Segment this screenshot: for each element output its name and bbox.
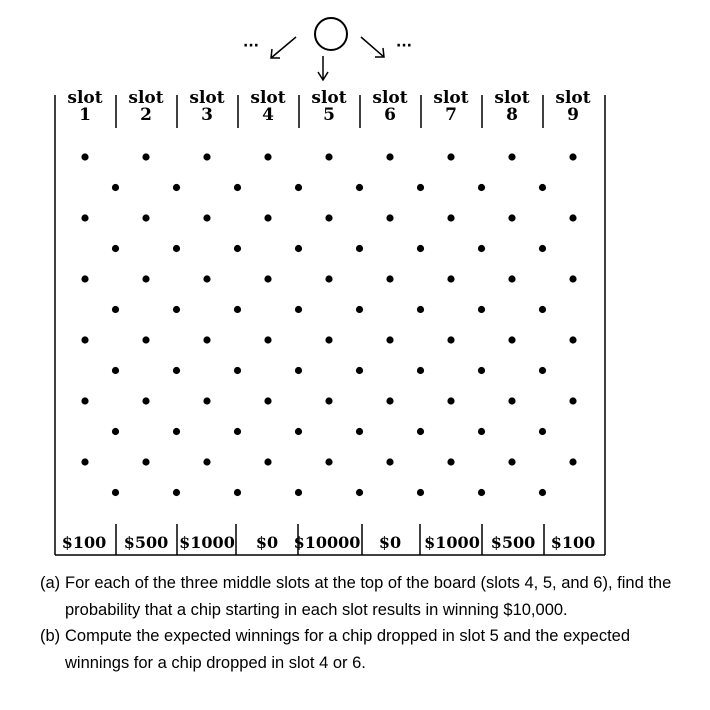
peg: [508, 214, 515, 221]
peg: [234, 245, 241, 252]
prize-label: $0: [378, 533, 402, 552]
peg: [447, 214, 454, 221]
peg: [569, 336, 576, 343]
peg: [478, 489, 485, 496]
peg: [203, 458, 210, 465]
peg: [356, 489, 363, 496]
slot-label-word: slot: [189, 88, 225, 108]
peg: [112, 184, 119, 191]
peg-grid: [81, 153, 576, 496]
peg: [417, 306, 424, 313]
slot-label-word: slot: [555, 88, 591, 108]
peg: [478, 184, 485, 191]
peg: [295, 489, 302, 496]
peg: [386, 458, 393, 465]
slot-label-word: slot: [311, 88, 347, 108]
peg: [356, 184, 363, 191]
peg: [417, 367, 424, 374]
peg: [295, 245, 302, 252]
peg: [356, 306, 363, 313]
slot-label-word: slot: [433, 88, 469, 108]
peg: [142, 214, 149, 221]
peg: [112, 489, 119, 496]
peg: [356, 428, 363, 435]
peg: [569, 275, 576, 282]
peg: [325, 275, 332, 282]
arrow-down-right-icon: [361, 37, 384, 57]
peg: [417, 489, 424, 496]
slot-label-word: slot: [128, 88, 164, 108]
peg: [508, 275, 515, 282]
peg: [173, 184, 180, 191]
peg: [203, 397, 210, 404]
peg: [569, 397, 576, 404]
question-b-letter: (b): [40, 627, 61, 645]
peg: [203, 214, 210, 221]
peg: [142, 458, 149, 465]
prize-label: $100: [61, 533, 107, 552]
question-a: [40, 570, 680, 623]
peg: [447, 153, 454, 160]
peg: [447, 397, 454, 404]
peg: [173, 245, 180, 252]
peg: [81, 275, 88, 282]
prize-label: $1000: [179, 533, 235, 552]
slot-label-number: 3: [201, 105, 213, 125]
peg: [508, 153, 515, 160]
peg: [112, 306, 119, 313]
slot-label-word: slot: [250, 88, 286, 108]
peg: [234, 489, 241, 496]
slot-label-number: 8: [506, 105, 518, 125]
prize-labels: [62, 533, 596, 552]
question-b: [40, 623, 680, 676]
prize-label: $10000: [293, 533, 361, 552]
peg: [325, 397, 332, 404]
slot-label-number: 6: [384, 105, 396, 125]
prize-label: $0: [255, 533, 279, 552]
peg: [539, 184, 546, 191]
slot-label-number: 4: [262, 105, 274, 125]
peg: [173, 489, 180, 496]
peg: [539, 245, 546, 252]
slot-label-number: 5: [323, 105, 335, 125]
peg: [478, 428, 485, 435]
slot-label-word: slot: [67, 88, 103, 108]
peg: [173, 428, 180, 435]
peg: [325, 214, 332, 221]
peg: [386, 336, 393, 343]
peg: [295, 184, 302, 191]
prize-label: $500: [123, 533, 169, 552]
peg: [478, 245, 485, 252]
peg: [264, 214, 271, 221]
peg: [264, 275, 271, 282]
question-text: [40, 570, 680, 676]
peg: [417, 184, 424, 191]
peg: [112, 245, 119, 252]
question-b-text: Compute the expected winnings for a chip dropped in slot 5 and the expected winnings for a chip dropped in slot 4 or 6.: [65, 627, 631, 672]
peg: [264, 397, 271, 404]
peg: [447, 336, 454, 343]
slot-label-number: 1: [79, 105, 91, 125]
peg: [447, 458, 454, 465]
peg: [295, 367, 302, 374]
peg: [264, 153, 271, 160]
peg: [173, 367, 180, 374]
peg: [112, 367, 119, 374]
peg: [203, 275, 210, 282]
slot-label-number: 7: [445, 105, 457, 125]
peg: [569, 214, 576, 221]
peg: [417, 245, 424, 252]
peg: [539, 428, 546, 435]
peg: [508, 458, 515, 465]
peg: [173, 306, 180, 313]
peg: [264, 458, 271, 465]
peg: [386, 214, 393, 221]
peg: [325, 336, 332, 343]
peg: [234, 184, 241, 191]
arrow-down-left-icon: [271, 37, 296, 58]
peg: [81, 153, 88, 160]
peg: [539, 489, 546, 496]
peg: [142, 336, 149, 343]
peg: [264, 336, 271, 343]
question-a-text: For each of the three middle slots at the top of the board (slots 4, 5, and 6), find the probability that a chip starting in each slot results in winning $10,000.: [65, 574, 672, 619]
peg: [478, 306, 485, 313]
peg: [356, 367, 363, 374]
peg: [417, 428, 424, 435]
slot-label-number: 2: [140, 105, 152, 125]
peg: [234, 428, 241, 435]
peg: [539, 306, 546, 313]
peg: [112, 428, 119, 435]
peg: [386, 397, 393, 404]
peg: [295, 428, 302, 435]
slot-label-word: slot: [494, 88, 530, 108]
left-ellipsis: ···: [243, 38, 259, 54]
peg: [234, 306, 241, 313]
peg: [325, 458, 332, 465]
peg: [81, 214, 88, 221]
peg: [386, 275, 393, 282]
slot-label-number: 9: [567, 105, 579, 125]
arrow-down-icon: [318, 56, 328, 80]
peg: [81, 397, 88, 404]
peg: [356, 245, 363, 252]
peg: [508, 397, 515, 404]
peg: [569, 458, 576, 465]
peg: [295, 306, 302, 313]
peg: [142, 153, 149, 160]
peg: [142, 275, 149, 282]
peg: [234, 367, 241, 374]
peg: [569, 153, 576, 160]
peg: [81, 336, 88, 343]
slot-labels: [67, 88, 590, 125]
peg: [508, 336, 515, 343]
peg: [325, 153, 332, 160]
peg: [539, 367, 546, 374]
peg: [142, 397, 149, 404]
question-a-letter: (a): [40, 574, 61, 592]
slot-label-word: slot: [372, 88, 408, 108]
right-ellipsis: ···: [396, 38, 412, 54]
peg: [447, 275, 454, 282]
prize-label: $1000: [424, 533, 480, 552]
peg: [81, 458, 88, 465]
peg: [203, 153, 210, 160]
prize-label: $500: [490, 533, 536, 552]
peg: [386, 153, 393, 160]
peg: [478, 367, 485, 374]
chip-circle: [315, 18, 347, 50]
peg: [203, 336, 210, 343]
prize-label: $100: [550, 533, 596, 552]
